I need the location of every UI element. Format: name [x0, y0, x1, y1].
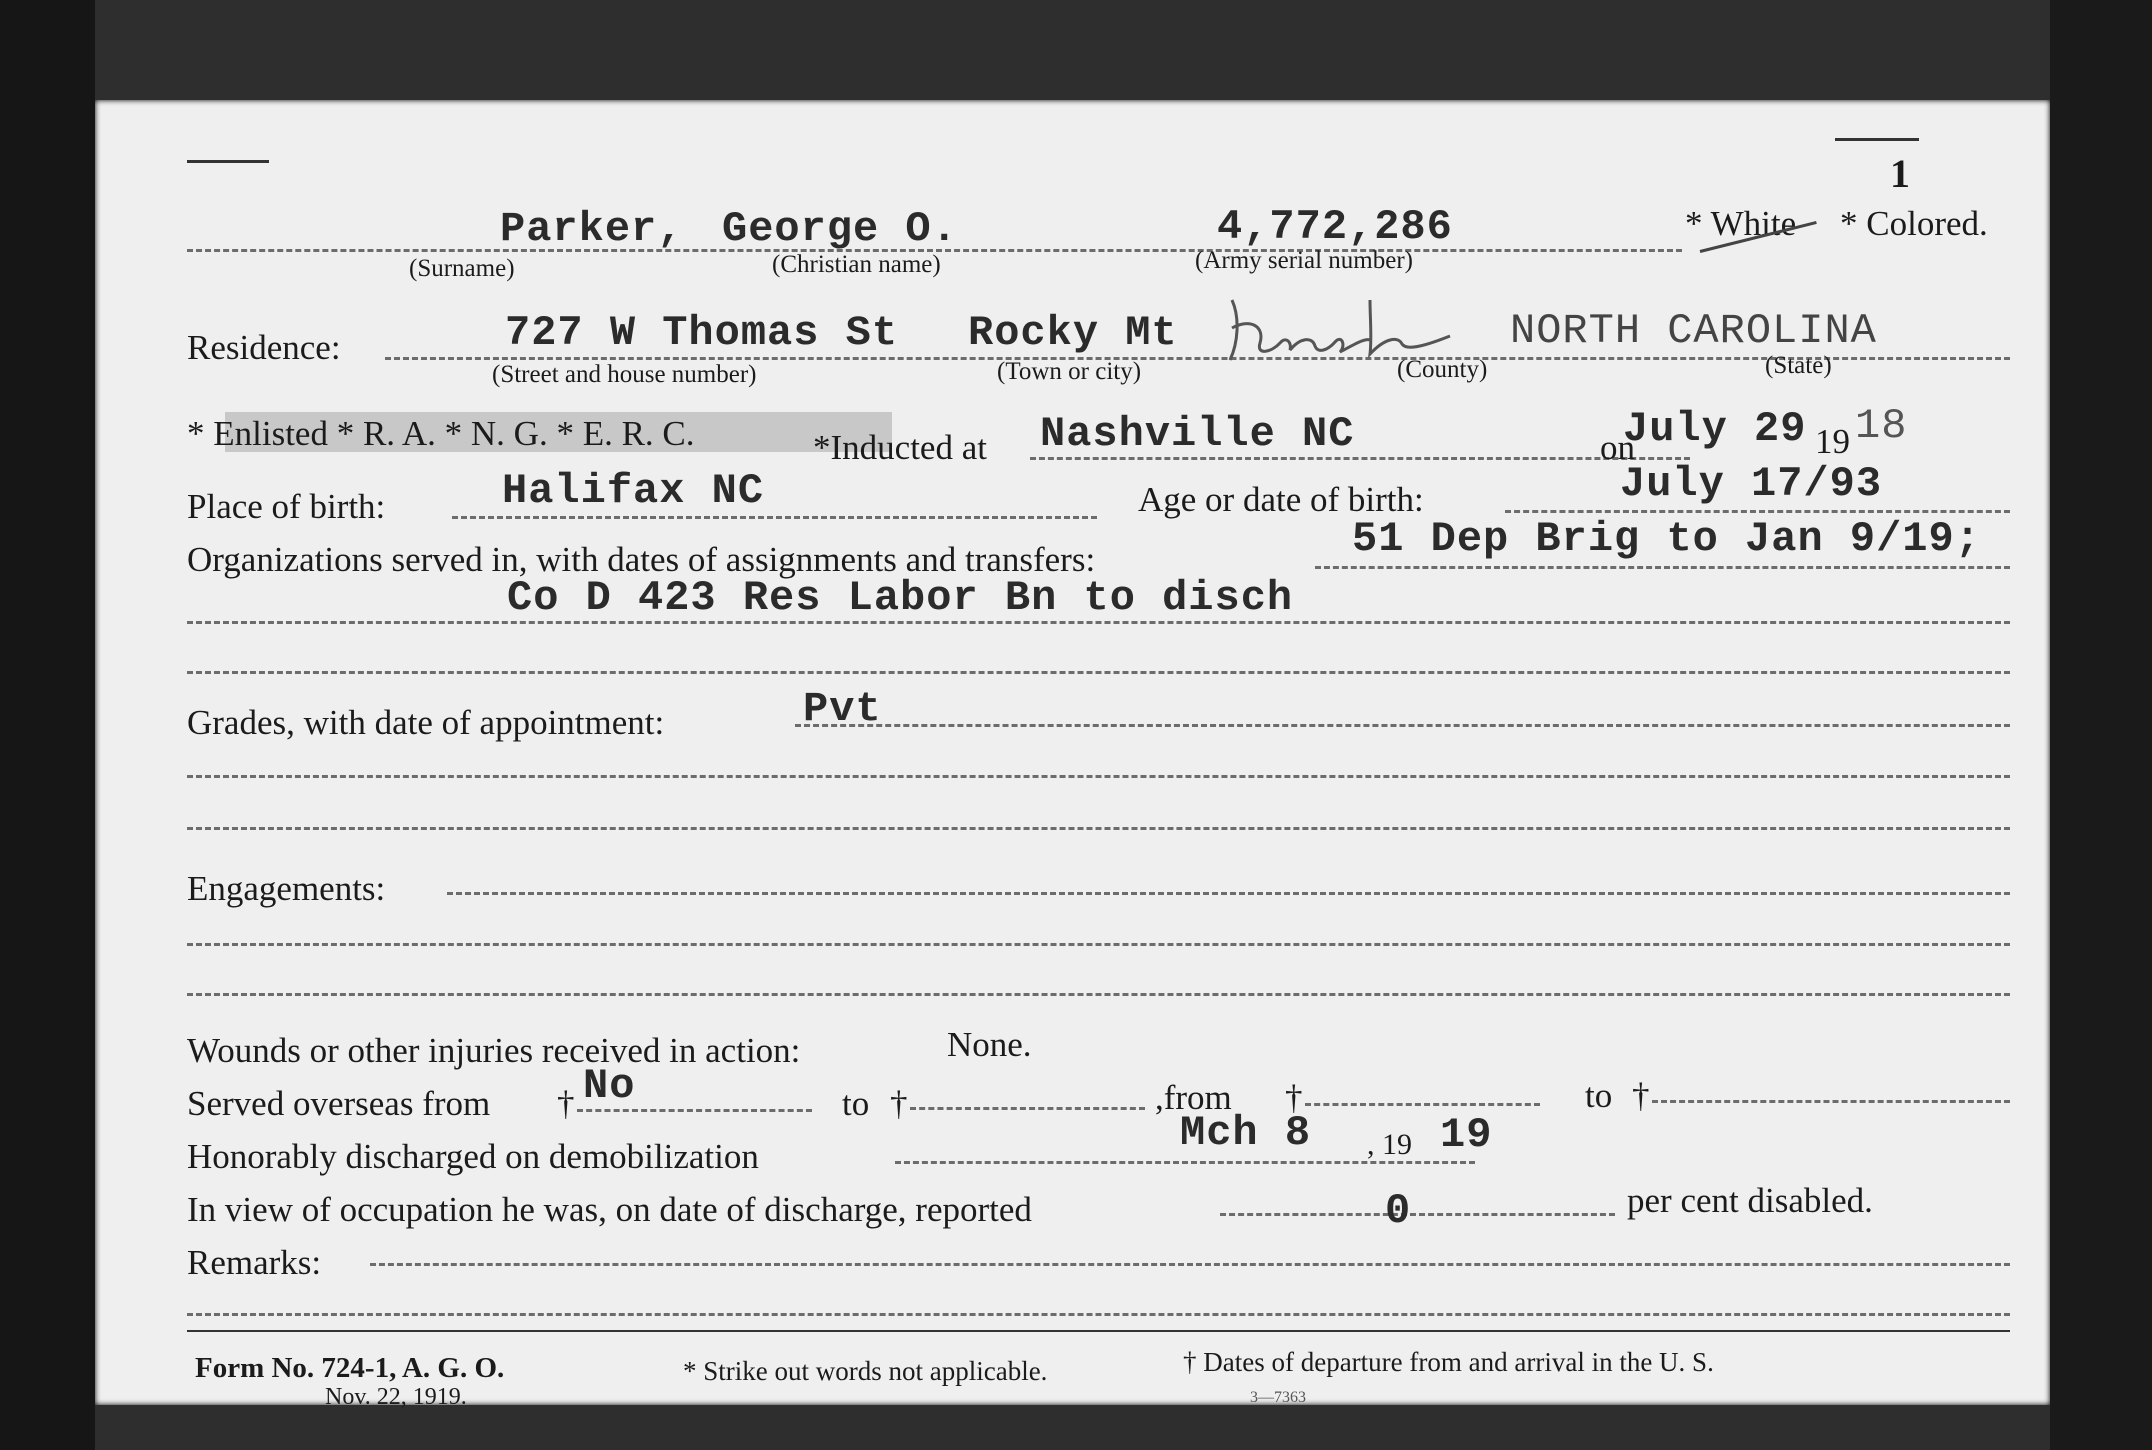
town-caption: (Town or city) [997, 358, 1142, 385]
state-caption: (State) [1765, 352, 1832, 379]
disability-value: 0 [1385, 1187, 1412, 1235]
remarks-line-1 [370, 1263, 2010, 1266]
on-label: on [1600, 428, 1635, 467]
street-caption: (Street and house number) [492, 361, 757, 388]
dates-note: † Dates of departure from and arrival in the U. S. [1183, 1347, 1714, 1377]
disability-suffix: per cent disabled. [1627, 1181, 1873, 1220]
induction-year-prefix: 19 [1815, 422, 1850, 461]
date-of-birth-value: July 17/93 [1620, 460, 1883, 508]
organizations-value-1: 51 Dep Brig to Jan 9/19; [1352, 515, 1981, 563]
race-colored: * Colored. [1840, 204, 1988, 243]
inducted-at-value: Nashville NC [1040, 410, 1355, 458]
inducted-at-label: *Inducted at [813, 428, 987, 467]
grades-line-2 [187, 775, 2010, 778]
overseas-from2-dagger: † [1285, 1078, 1303, 1117]
scanner-border-left [0, 0, 95, 1450]
scanner-border-right [2050, 0, 2152, 1450]
discharge-date-value: Mch 8 [1180, 1109, 1312, 1157]
print-code: 3—7363 [1250, 1389, 1306, 1406]
induction-date: July 29 [1623, 405, 1807, 453]
remarks-line-2 [187, 1313, 2010, 1316]
wounds-label: Wounds or other injuries received in action: [187, 1031, 801, 1070]
army-serial-caption: (Army serial number) [1195, 247, 1413, 274]
overseas-from2-line [1305, 1103, 1540, 1106]
remarks-label: Remarks: [187, 1243, 322, 1282]
service-record-card [95, 100, 2050, 1410]
discharge-label: Honorably discharged on demobilization [187, 1137, 759, 1176]
army-serial-value: 4,772,286 [1217, 203, 1453, 251]
discharge-year-suffix: 19 [1440, 1111, 1493, 1159]
form-number: Form No. 724-1, A. G. O. [195, 1352, 505, 1384]
overseas-from-dagger: † [557, 1084, 575, 1123]
surname-value: Parker, [500, 205, 684, 253]
overseas-to2-dagger: † [1632, 1076, 1650, 1115]
overseas-to-label: to [842, 1084, 870, 1123]
discharge-year-prefix: , 19 [1367, 1128, 1412, 1161]
card-number: 1 [1890, 151, 1910, 196]
organizations-line-1 [1315, 566, 2010, 569]
wounds-value: None. [947, 1025, 1032, 1064]
grades-value: Pvt [803, 685, 882, 733]
age-line [1505, 510, 2010, 513]
engagements-line-2 [187, 943, 2010, 946]
footer-rule [187, 1330, 2010, 1332]
induction-year-suffix: 18 [1855, 402, 1908, 450]
strike-out-note: * Strike out words not applicable. [683, 1356, 1048, 1386]
overseas-to2-label: to [1585, 1076, 1613, 1115]
form-date: Nov. 22, 1919. [325, 1384, 467, 1410]
grades-label: Grades, with date of appointment: [187, 703, 665, 742]
grades-line-3 [187, 827, 2010, 830]
top-right-rule [1835, 138, 1919, 141]
discharge-line [895, 1161, 1475, 1164]
overseas-to-line [910, 1107, 1145, 1110]
organizations-line-3 [187, 671, 2010, 674]
town-value: Rocky Mt [968, 309, 1178, 357]
place-of-birth-label: Place of birth: [187, 487, 386, 526]
county-caption: (County) [1397, 356, 1488, 383]
place-of-birth-value: Halifax NC [502, 467, 765, 515]
surname-caption: (Surname) [409, 255, 515, 282]
overseas-to-dagger: † [890, 1084, 908, 1123]
overseas-from2-label: ,from [1155, 1078, 1232, 1117]
engagements-line-3 [187, 993, 2010, 996]
engagements-label: Engagements: [187, 869, 386, 908]
state-value: NORTH CAROLINA [1510, 307, 1877, 355]
organizations-label: Organizations served in, with dates of assignments and transfers: [187, 540, 1096, 579]
disability-line [1220, 1213, 1615, 1216]
overseas-from-label: Served overseas from [187, 1084, 491, 1123]
top-left-rule [187, 160, 269, 163]
disability-label: In view of occupation he was, on date of discharge, reported [187, 1190, 1032, 1229]
overseas-from-value: No [583, 1062, 636, 1110]
christian-name-caption: (Christian name) [772, 251, 941, 278]
enlisted-options: * Enlisted * R. A. * N. G. * E. R. C. [187, 414, 695, 453]
race-white: * White [1685, 204, 1797, 243]
christian-name-value: George O. [722, 205, 958, 253]
grades-line-1 [795, 724, 2010, 727]
street-value: 727 W Thomas St [505, 309, 899, 357]
place-of-birth-line [452, 516, 1097, 519]
engagements-line-1 [447, 892, 2010, 895]
age-label: Age or date of birth: [1138, 480, 1424, 519]
overseas-to2-line [1652, 1100, 2010, 1103]
residence-label: Residence: [187, 328, 341, 367]
organizations-value-2: Co D 423 Res Labor Bn to disch [507, 574, 1294, 622]
